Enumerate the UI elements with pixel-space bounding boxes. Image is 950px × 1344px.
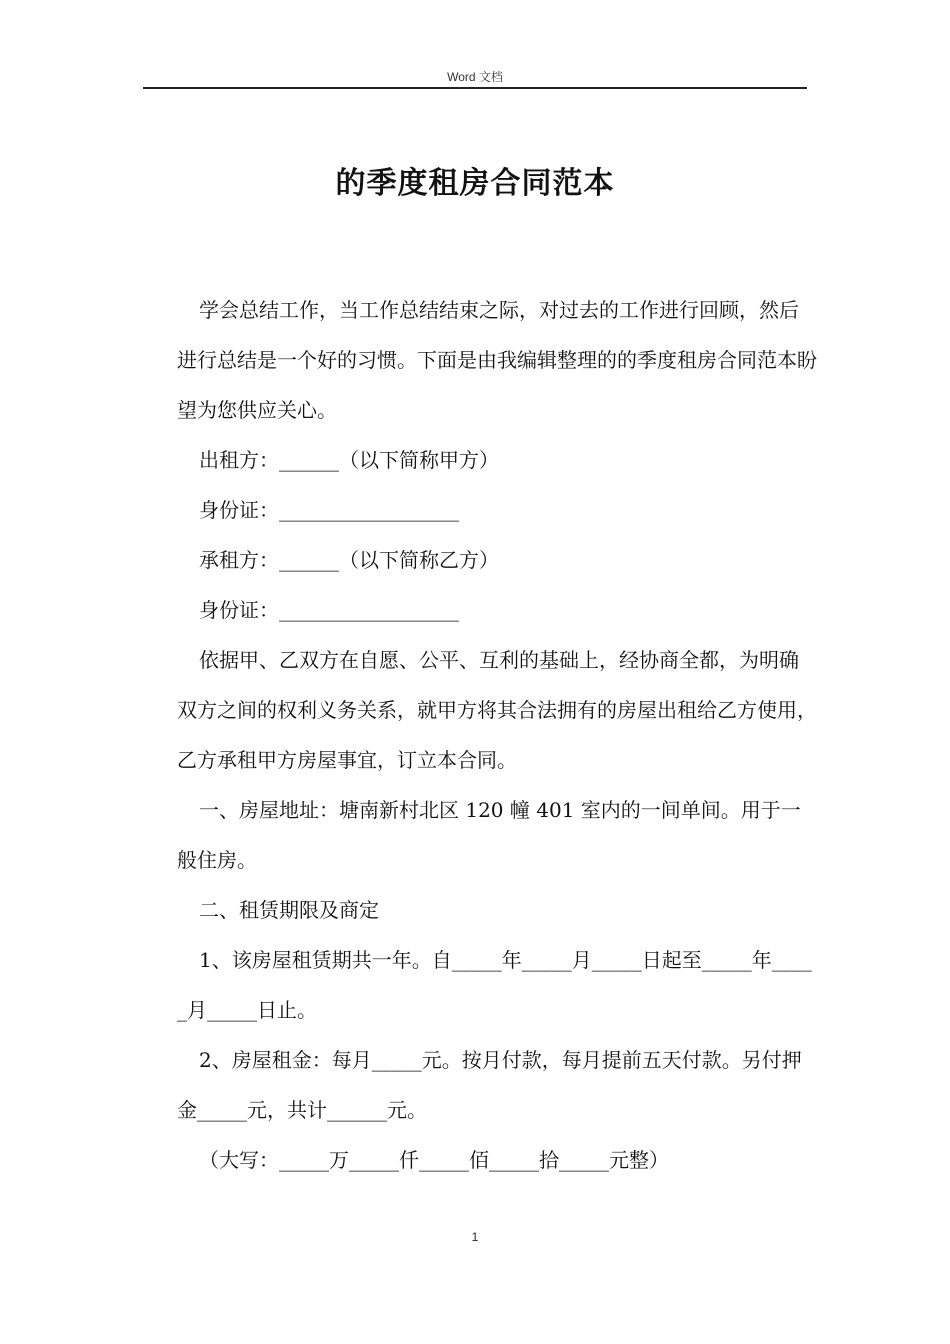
intro-paragraph: 学会总结工作，当工作总结结束之际，对过去的工作进行回顾，然后进行总结是一个好的习惯。下面是由我编辑整理的的季度租房合同范本盼望为您供应关心。 — [177, 298, 817, 422]
clause-rent-uppercase: （大写：_____万_____仟_____佰_____拾_____元整） — [199, 1148, 669, 1172]
lessee-line: 承租方：______（以下简称乙方） — [199, 548, 499, 572]
clause-address: 一、房屋地址：塘南新村北区 120 幢 401 室内的一间单间。用于一般住房。 — [177, 798, 801, 872]
agreement-paragraph: 依据甲、乙双方在自愿、公平、互利的基础上，经协商全都，为明确双方之间的权利义务关系，就甲方将其合法拥有的房屋出租给乙方使用，乙方承租甲方房屋事宜，订立本合同。 — [177, 648, 817, 772]
lessee-id-line: 身份证：__________________ — [199, 598, 459, 622]
header-divider — [143, 87, 807, 89]
clause-term-heading: 二、租赁期限及商定 — [199, 898, 379, 922]
header-label: Word 文档 — [447, 70, 503, 84]
lessor-id-line: 身份证：__________________ — [199, 498, 459, 522]
document-title: 的季度租房合同范本 — [335, 166, 615, 201]
page-number: 1 — [471, 1230, 479, 1244]
lessor-line: 出租方：______（以下简称甲方） — [199, 448, 499, 472]
document-body — [177, 285, 817, 1185]
clause-term-period: 1、该房屋租赁期共一年。自_____年_____月_____日起至_____年_____月_____日止。 — [177, 948, 812, 1022]
clause-rent: 2、房屋租金：每月_____元。按月付款，每月提前五天付款。另付押金_____元，共计______元。 — [177, 1048, 802, 1122]
